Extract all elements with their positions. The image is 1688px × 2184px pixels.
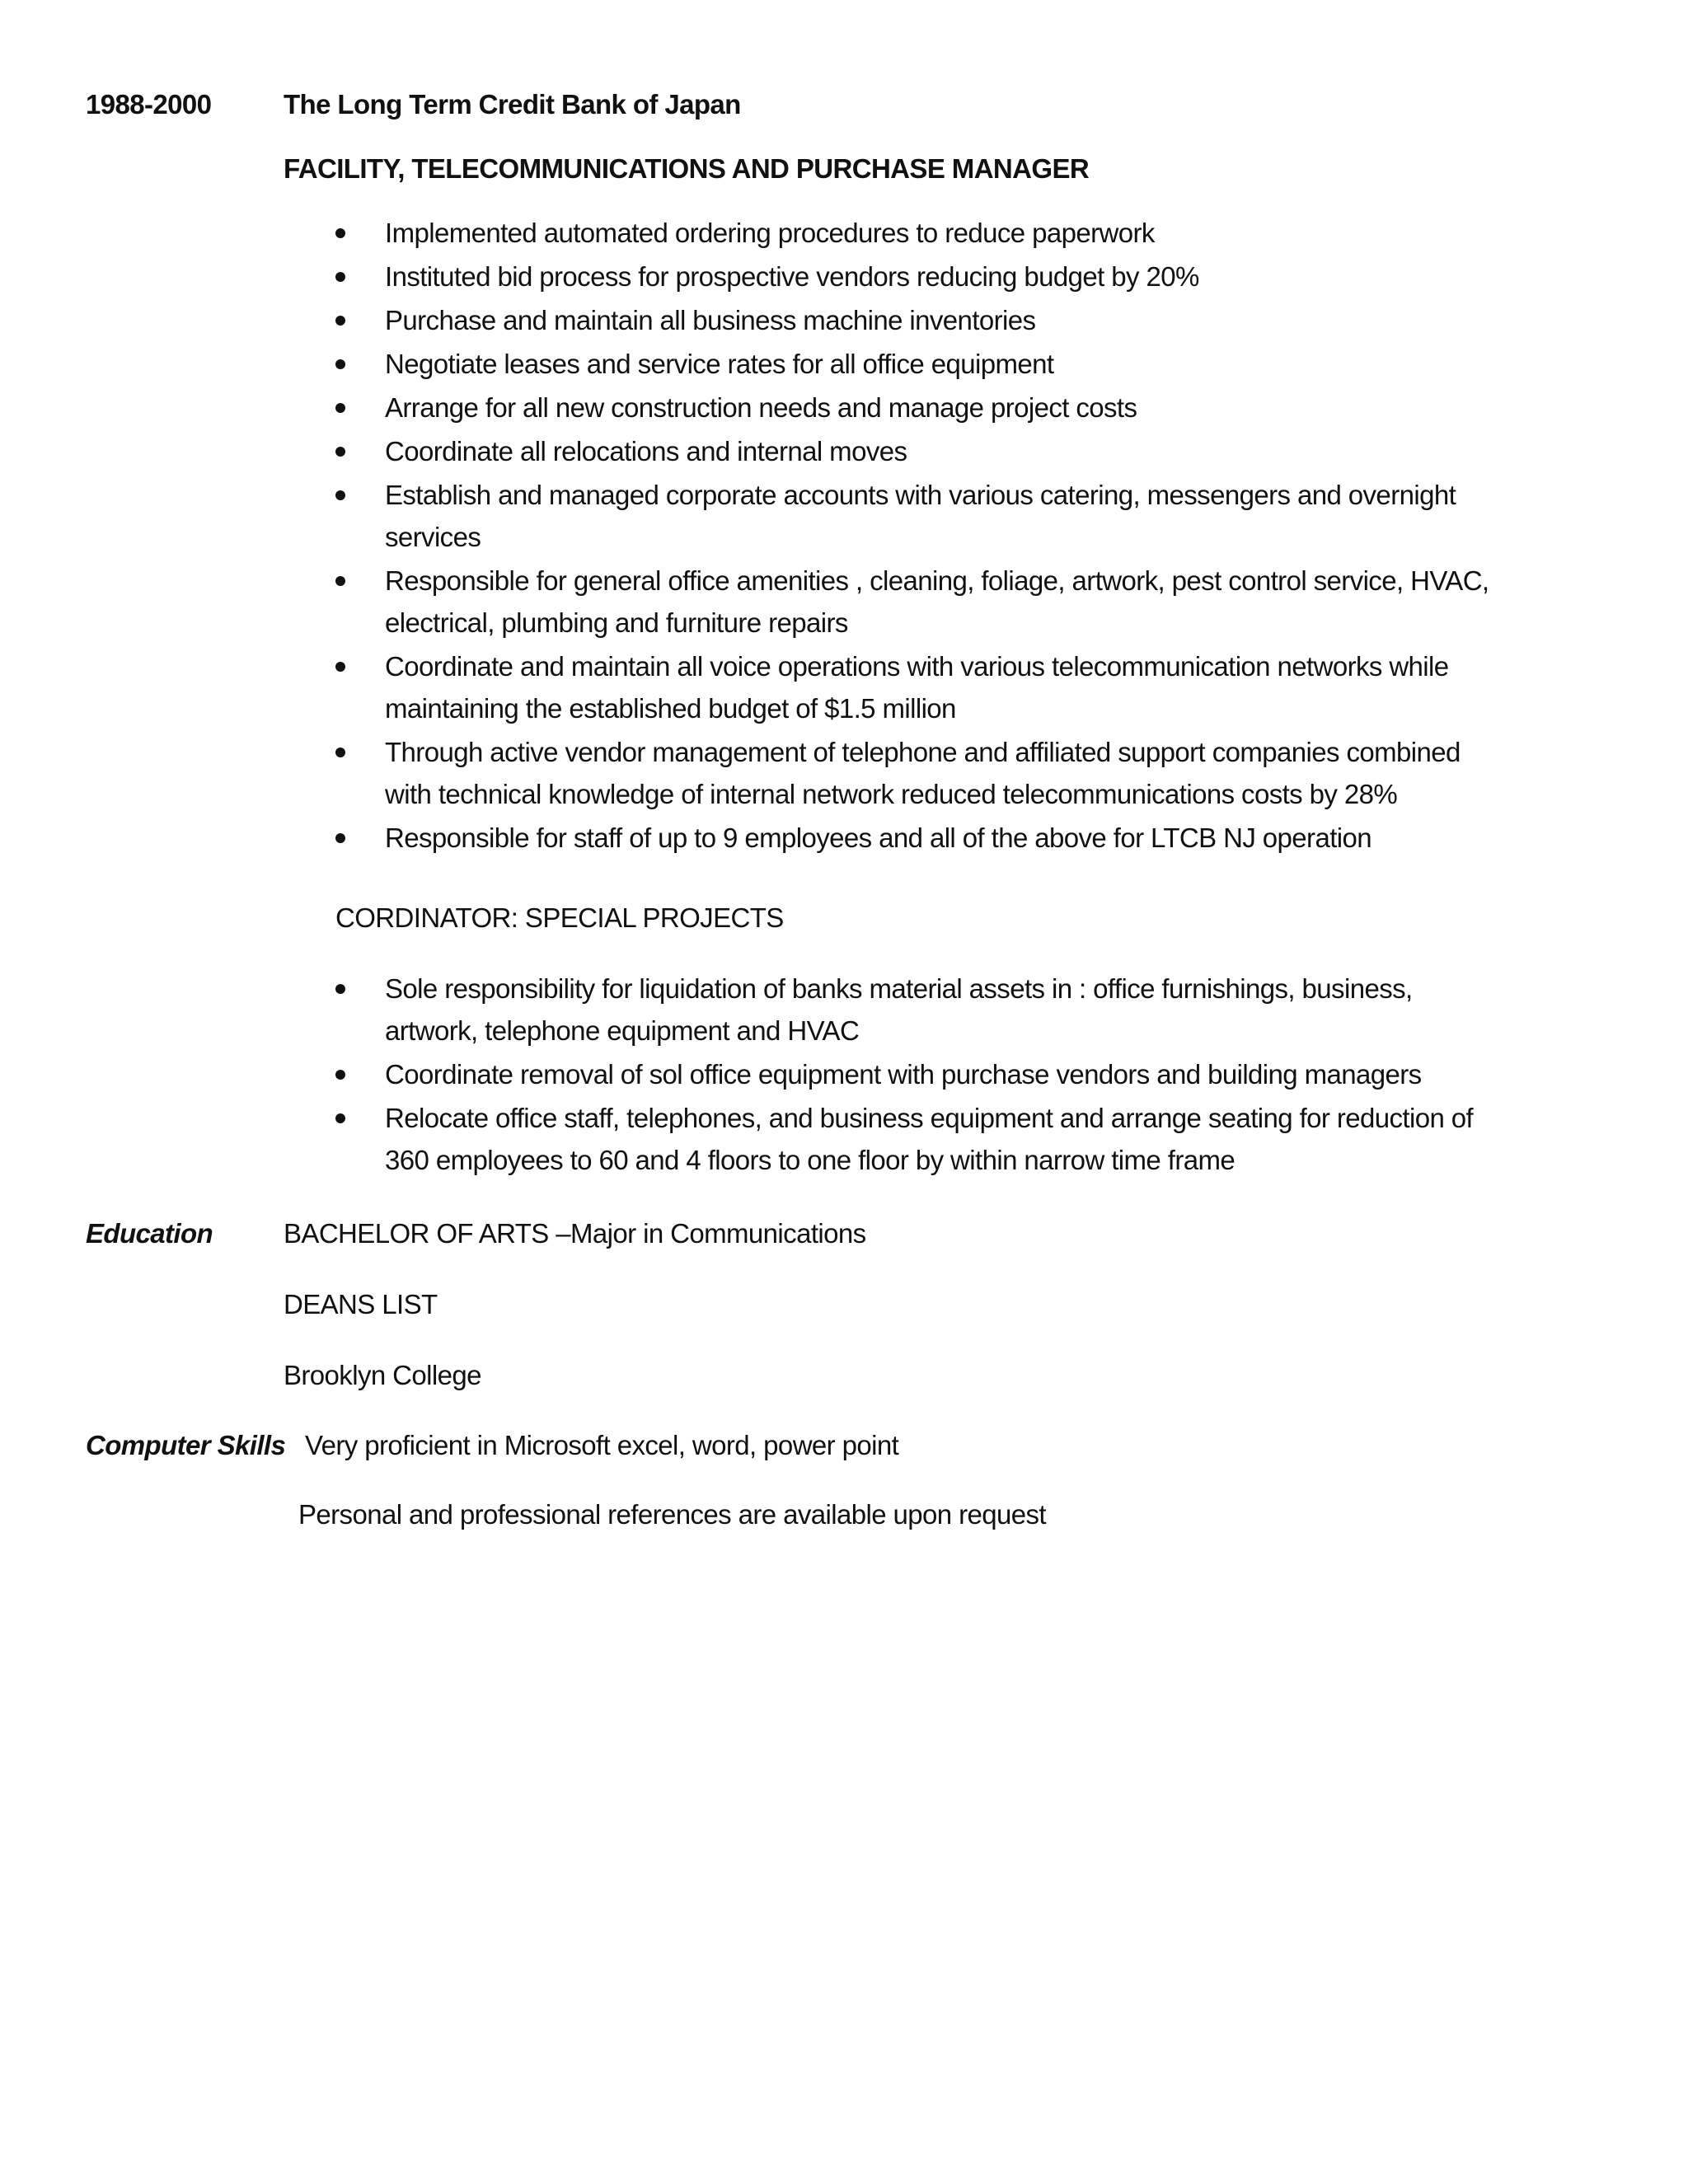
bullet-item [335, 474, 1489, 558]
bullet-text: Purchase and maintain all business machine inventories [385, 305, 1036, 335]
special-projects-list [335, 968, 1473, 1183]
bullet-dot-icon [335, 359, 345, 369]
skills-text: Very proficient in Microsoft excel, word, power point [305, 1430, 899, 1460]
bullet-text: with technical knowledge of internal network reduced telecommunications costs by 28% [385, 779, 1398, 809]
job-company: The Long Term Credit Bank of Japan [284, 89, 741, 120]
bullet-text: Implemented automated ordering procedures to reduce paperwork [385, 218, 1155, 248]
bullet-text: 360 employees to 60 and 4 floors to one floor by within narrow time frame [385, 1145, 1236, 1175]
bullet-dot-icon [335, 447, 345, 457]
bullet-text: Coordinate and maintain all voice operations with various telecommunication networks while [385, 651, 1449, 682]
bullet-item [335, 731, 1489, 815]
bullet-item [335, 430, 1489, 472]
bullet-text: Relocate office staff, telephones, and business equipment and arrange seating for reduction of [385, 1103, 1474, 1133]
skills-label: Computer Skills [86, 1430, 286, 1460]
bullet-text: Negotiate leases and service rates for all office equipment [385, 349, 1054, 379]
bullet-item [335, 817, 1489, 859]
bullet-item [335, 299, 1489, 341]
bullet-text: Instituted bid process for prospective vendors reducing budget by 20% [385, 261, 1199, 292]
job-years: 1988-2000 [86, 89, 212, 120]
bullet-text: services [385, 522, 481, 552]
education-honor: DEANS LIST [284, 1289, 438, 1319]
special-projects-heading: CORDINATOR: SPECIAL PROJECTS [335, 902, 784, 933]
bullet-text: electrical, plumbing and furniture repairs [385, 607, 848, 638]
bullet-dot-icon [335, 984, 345, 994]
bullet-dot-icon [335, 662, 345, 672]
bullet-dot-icon [335, 272, 345, 282]
duties-list [335, 212, 1489, 860]
bullet-dot-icon [335, 490, 345, 500]
bullet-text: Establish and managed corporate accounts with various catering, messengers and overnight [385, 480, 1456, 510]
bullet-text: Sole responsibility for liquidation of banks material assets in : office furnishings, business, [385, 973, 1413, 1004]
education-school: Brooklyn College [284, 1360, 481, 1390]
education-degree: BACHELOR OF ARTS –Major in Communications [284, 1218, 866, 1249]
bullet-item [335, 212, 1489, 254]
bullet-dot-icon [335, 316, 345, 326]
bullet-dot-icon [335, 403, 345, 413]
bullet-text: Coordinate all relocations and internal moves [385, 436, 907, 466]
bullet-item [335, 387, 1489, 429]
education-label: Education [86, 1218, 213, 1249]
bullet-item [335, 343, 1489, 385]
bullet-text: Arrange for all new construction needs and manage project costs [385, 392, 1137, 423]
bullet-text: maintaining the established budget of $1.5 million [385, 693, 956, 724]
bullet-text: artwork, telephone equipment and HVAC [385, 1015, 860, 1046]
bullet-text: Through active vendor management of telephone and affiliated support companies combined [385, 737, 1461, 767]
bullet-item [335, 1097, 1473, 1181]
bullet-dot-icon [335, 1070, 345, 1080]
bullet-dot-icon [335, 228, 345, 238]
bullet-item [335, 255, 1489, 298]
bullet-item [335, 968, 1473, 1052]
bullet-text: Responsible for general office amenities , cleaning, foliage, artwork, pest control service, HVAC, [385, 565, 1489, 596]
bullet-text: Coordinate removal of sol office equipment with purchase vendors and building managers [385, 1059, 1422, 1090]
bullet-item [335, 645, 1489, 729]
job-title: FACILITY, TELECOMMUNICATIONS AND PURCHASE MANAGER [284, 153, 1090, 184]
bullet-dot-icon [335, 576, 345, 586]
bullet-dot-icon [335, 748, 345, 757]
bullet-item [335, 560, 1489, 644]
bullet-text: Responsible for staff of up to 9 employees and all of the above for LTCB NJ operation [385, 823, 1372, 853]
bullet-dot-icon [335, 833, 345, 843]
references-note: Personal and professional references are available upon request [298, 1499, 1046, 1530]
bullet-item [335, 1053, 1473, 1095]
bullet-dot-icon [335, 1113, 345, 1123]
